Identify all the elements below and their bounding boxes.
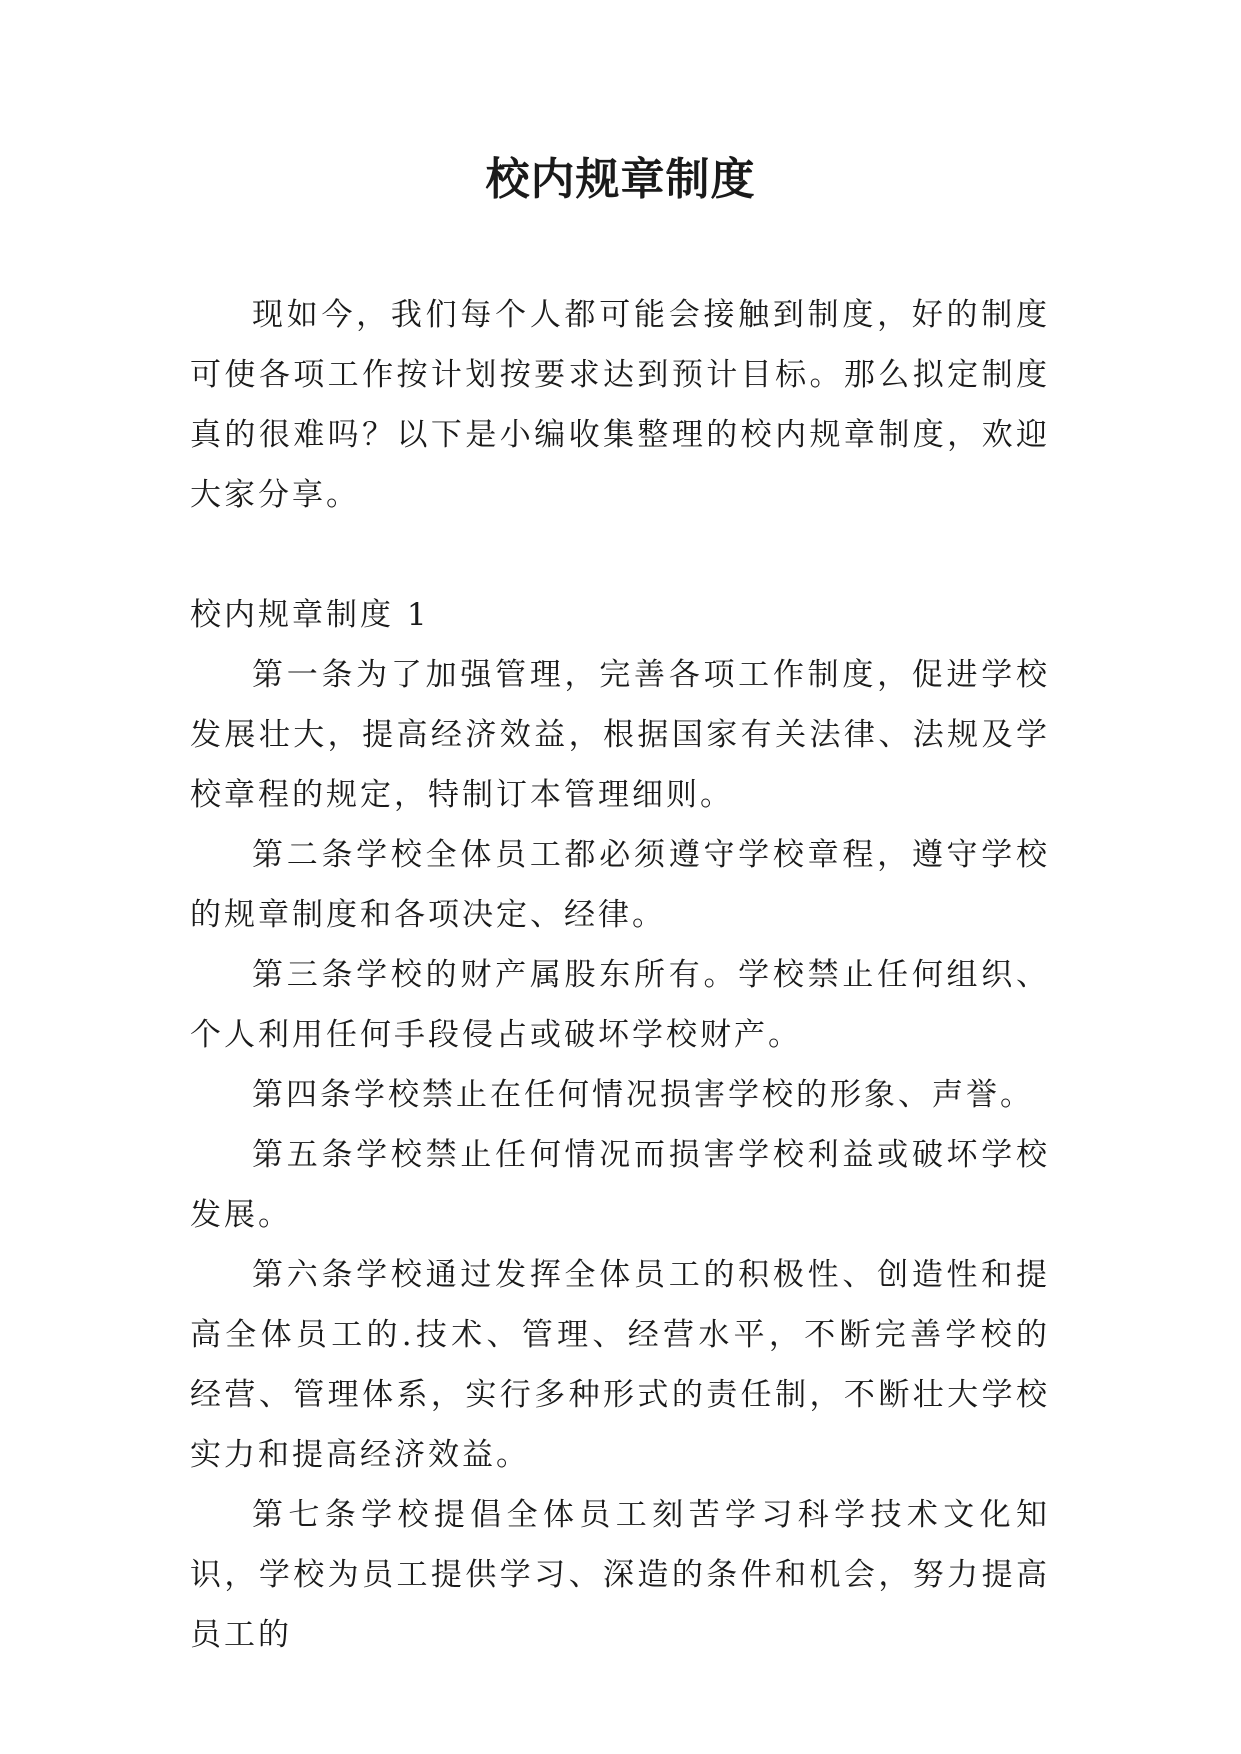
article-3: 第三条学校的财产属股东所有。学校禁止任何组织、个人利用任何手段侵占或破坏学校财产。 <box>190 957 1050 1053</box>
article-1: 第一条为了加强管理，完善各项工作制度，促进学校发展壮大，提高经济效益，根据国家有关法律、法规及学校章程的规定，特制订本管理细则。 <box>190 657 1050 813</box>
article-6: 第六条学校通过发挥全体员工的积极性、创造性和提高全体员工的.技术、管理、经营水平，不断完善学校的经营、管理体系，实行多种形式的责任制，不断壮大学校实力和提高经济效益。 <box>190 1257 1050 1473</box>
section-heading: 校内规章制度 1 <box>190 597 430 633</box>
paragraph-gap <box>190 525 1050 585</box>
document-body <box>190 285 1050 1665</box>
document-title: 校内规章制度 <box>485 154 756 205</box>
article-2: 第二条学校全体员工都必须遵守学校章程，遵守学校的规章制度和各项决定、经律。 <box>190 837 1050 933</box>
article-5: 第五条学校禁止任何情况而损害学校利益或破坏学校发展。 <box>190 1137 1050 1233</box>
intro-paragraph: 现如今，我们每个人都可能会接触到制度，好的制度可使各项工作按计划按要求达到预计目标。那么拟定制度真的很难吗？以下是小编收集整理的校内规章制度，欢迎大家分享。 <box>190 297 1050 513</box>
article-4: 第四条学校禁止在任何情况损害学校的形象、声誉。 <box>252 1077 1034 1113</box>
article-7: 第七条学校提倡全体员工刻苦学习科学技术文化知识，学校为员工提供学习、深造的条件和机会，努力提高员工的 <box>190 1497 1050 1653</box>
